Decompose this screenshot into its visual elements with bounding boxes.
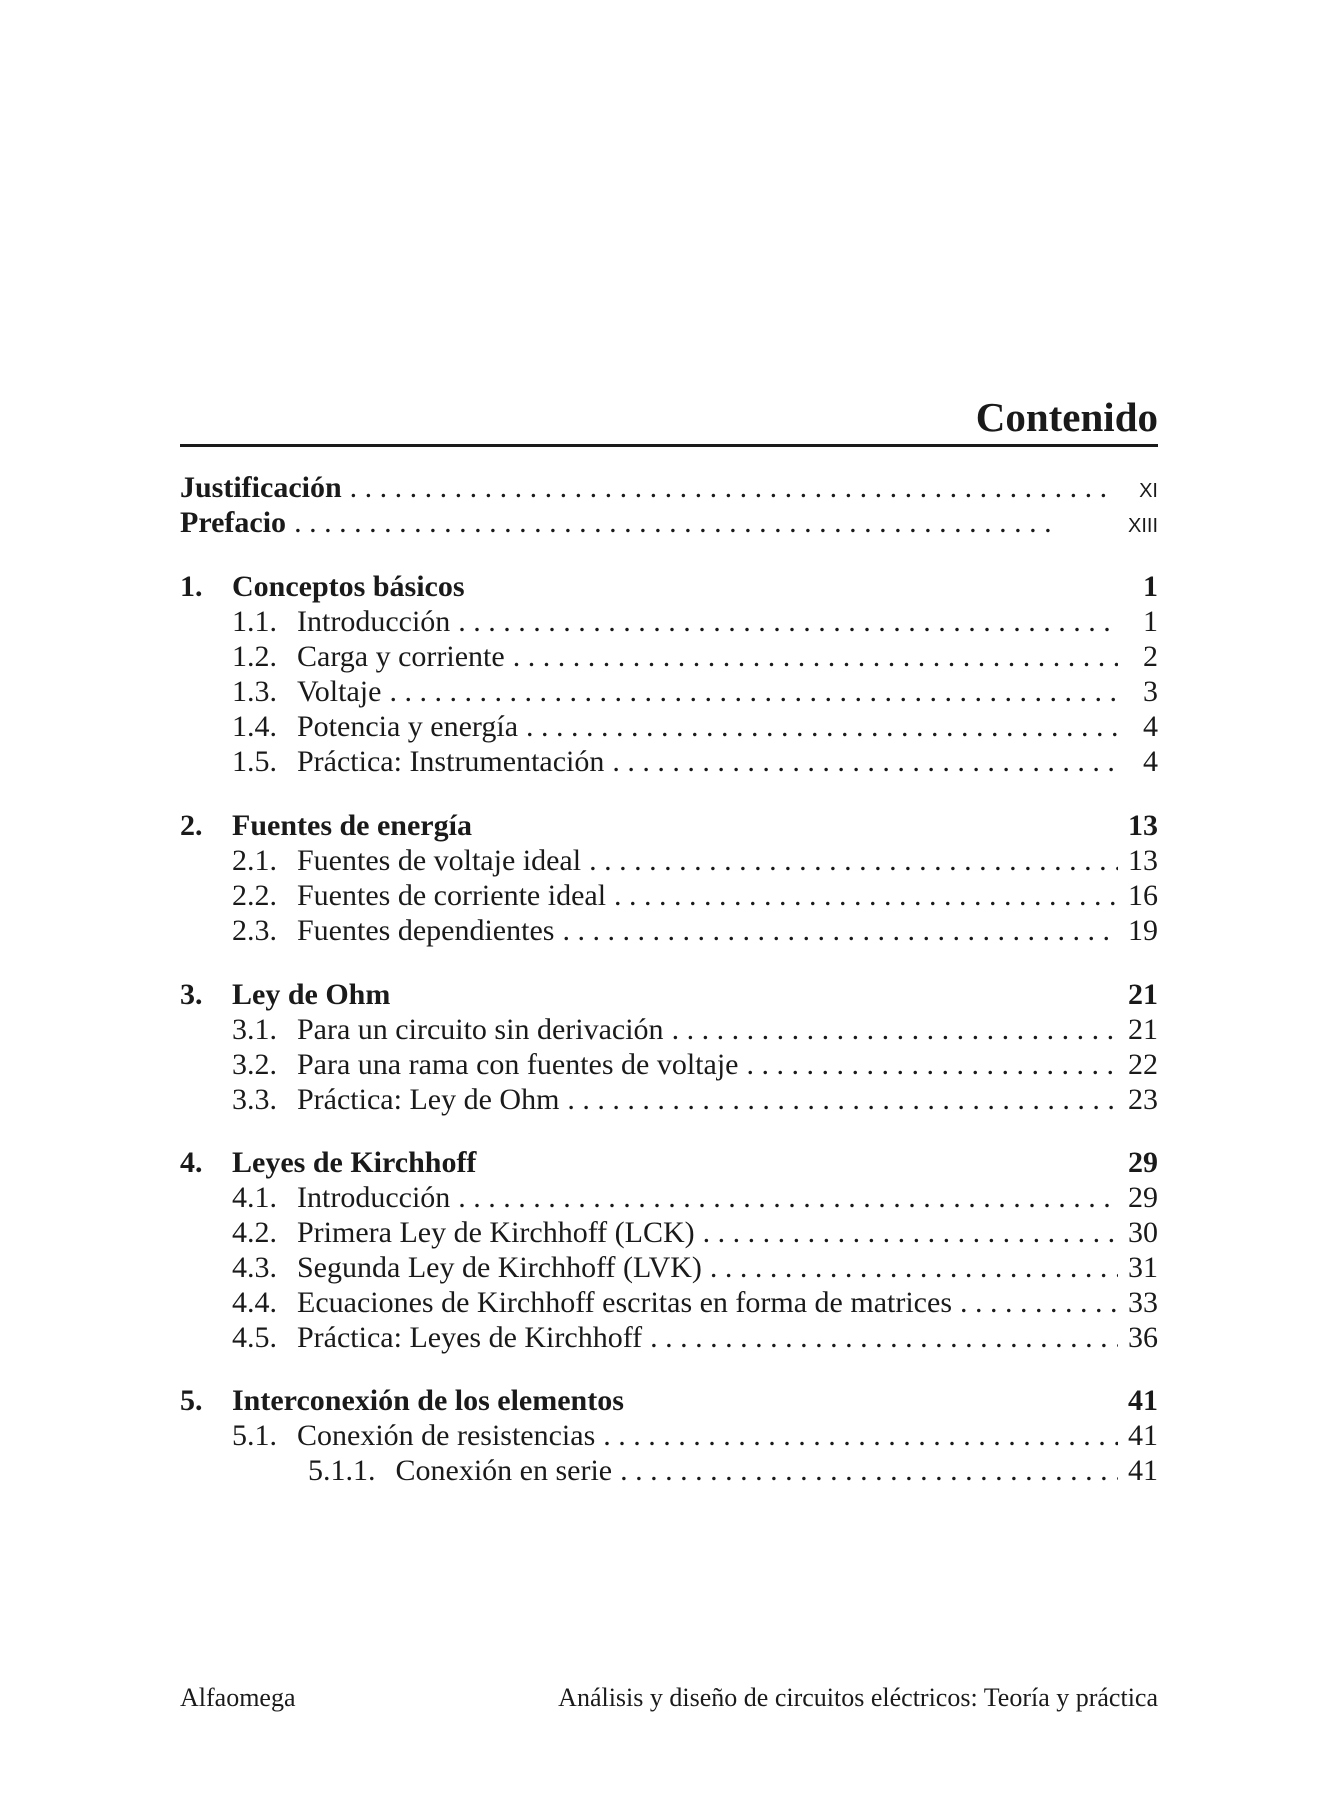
toc-entry-prefacio[interactable] bbox=[180, 503, 1158, 543]
section-page: 1 bbox=[1143, 605, 1158, 638]
section-page: 4 bbox=[1143, 745, 1158, 778]
footer-publisher: Alfaomega bbox=[180, 1683, 296, 1712]
chapter-title: Leyes de Kirchhoff bbox=[232, 1146, 477, 1179]
toc-section[interactable] bbox=[180, 707, 1158, 747]
section-number: 4.5. bbox=[232, 1321, 277, 1354]
chapter-title: Interconexión de los elementos bbox=[232, 1384, 624, 1417]
footer-book-title: Análisis y diseño de circuitos eléctricos: Teoría y práctica bbox=[558, 1683, 1158, 1712]
chapter-title: Ley de Ohm bbox=[232, 978, 391, 1011]
page-title: Contenido bbox=[975, 394, 1158, 440]
toc-section[interactable] bbox=[180, 841, 1158, 881]
dot-leader bbox=[554, 911, 1118, 951]
section-page: 3 bbox=[1143, 675, 1158, 708]
toc-section[interactable] bbox=[180, 1010, 1158, 1050]
dot-leader bbox=[450, 602, 1118, 642]
section-title: Ecuaciones de Kirchhoff escritas en forma de matrices bbox=[297, 1286, 952, 1319]
section-number: 4.2. bbox=[232, 1216, 277, 1249]
toc-chapter-5[interactable] bbox=[180, 1381, 1158, 1421]
dot-leader bbox=[342, 468, 1118, 508]
section-number: 2.3. bbox=[232, 914, 277, 947]
toc-section[interactable] bbox=[180, 1045, 1158, 1085]
section-page: 41 bbox=[1128, 1419, 1158, 1452]
toc-section[interactable] bbox=[180, 1248, 1158, 1288]
dot-leader bbox=[286, 503, 1118, 543]
dot-leader bbox=[606, 876, 1118, 916]
toc-entry-title: Justificación bbox=[180, 471, 342, 504]
toc-entry-justificacion[interactable] bbox=[180, 468, 1158, 508]
subsection-number: 5.1.1. bbox=[308, 1454, 376, 1487]
section-number: 2.2. bbox=[232, 879, 277, 912]
dot-leader bbox=[581, 841, 1118, 881]
toc-section[interactable] bbox=[180, 742, 1158, 782]
section-title: Práctica: Leyes de Kirchhoff bbox=[297, 1321, 643, 1354]
toc-entry-page: XI bbox=[1139, 480, 1158, 502]
section-title: Primera Ley de Kirchhoff (LCK) bbox=[297, 1216, 695, 1249]
section-title: Segunda Ley de Kirchhoff (LVK) bbox=[297, 1251, 702, 1284]
section-page: 33 bbox=[1128, 1286, 1158, 1319]
section-page: 13 bbox=[1128, 844, 1158, 877]
toc-section[interactable] bbox=[180, 1318, 1158, 1358]
dot-leader bbox=[381, 672, 1118, 712]
section-title: Introducción bbox=[297, 1181, 451, 1214]
chapter-number: 4. bbox=[180, 1146, 203, 1179]
section-number: 1.2. bbox=[232, 640, 277, 673]
chapter-number: 1. bbox=[180, 570, 203, 603]
chapter-page: 21 bbox=[1128, 978, 1158, 1011]
toc-section[interactable] bbox=[180, 602, 1158, 642]
toc-chapter-1[interactable] bbox=[180, 567, 1158, 607]
section-number: 5.1. bbox=[232, 1419, 277, 1452]
section-page: 2 bbox=[1143, 640, 1158, 673]
section-number: 1.3. bbox=[232, 675, 277, 708]
section-number: 1.4. bbox=[232, 710, 277, 743]
dot-leader bbox=[604, 742, 1118, 782]
section-page: 16 bbox=[1128, 879, 1158, 912]
dot-leader bbox=[738, 1045, 1118, 1085]
dot-leader bbox=[559, 1080, 1118, 1120]
section-page: 4 bbox=[1143, 710, 1158, 743]
toc-chapter-3[interactable] bbox=[180, 975, 1158, 1015]
dot-leader bbox=[952, 1283, 1118, 1323]
chapter-number: 2. bbox=[180, 809, 203, 842]
section-title: Para un circuito sin derivación bbox=[297, 1013, 664, 1046]
section-page: 31 bbox=[1128, 1251, 1158, 1284]
toc-chapter-2[interactable] bbox=[180, 806, 1158, 846]
chapter-title: Fuentes de energía bbox=[232, 809, 472, 842]
chapter-page: 1 bbox=[1143, 570, 1158, 603]
dot-leader bbox=[664, 1010, 1118, 1050]
section-page: 30 bbox=[1128, 1216, 1158, 1249]
section-page: 22 bbox=[1128, 1048, 1158, 1081]
dot-leader bbox=[595, 1416, 1118, 1456]
toc-section[interactable] bbox=[180, 1416, 1158, 1456]
section-title: Potencia y energía bbox=[297, 710, 519, 743]
page-footer bbox=[180, 1682, 1158, 1714]
section-title: Fuentes dependientes bbox=[297, 914, 555, 947]
section-title: Práctica: Ley de Ohm bbox=[297, 1083, 560, 1116]
section-title: Voltaje bbox=[297, 675, 382, 708]
section-title: Carga y corriente bbox=[297, 640, 505, 673]
chapter-page: 29 bbox=[1128, 1146, 1158, 1179]
section-page: 36 bbox=[1128, 1321, 1158, 1354]
dot-leader bbox=[695, 1213, 1118, 1253]
section-number: 3.2. bbox=[232, 1048, 277, 1081]
toc-section[interactable] bbox=[180, 1213, 1158, 1253]
subsection-title: Conexión en serie bbox=[395, 1454, 613, 1487]
chapter-number: 3. bbox=[180, 978, 203, 1011]
dot-leader bbox=[702, 1248, 1118, 1288]
section-number: 4.3. bbox=[232, 1251, 277, 1284]
section-number: 4.1. bbox=[232, 1181, 277, 1214]
toc-section[interactable] bbox=[180, 1178, 1158, 1218]
chapter-page: 41 bbox=[1128, 1384, 1158, 1417]
chapter-page: 13 bbox=[1128, 809, 1158, 842]
section-title: Fuentes de voltaje ideal bbox=[297, 844, 582, 877]
subsection-page: 41 bbox=[1128, 1454, 1158, 1487]
section-title: Conexión de resistencias bbox=[297, 1419, 596, 1452]
chapter-title: Conceptos básicos bbox=[232, 570, 465, 603]
dot-leader bbox=[642, 1318, 1118, 1358]
section-number: 2.1. bbox=[232, 844, 277, 877]
dot-leader bbox=[612, 1451, 1118, 1491]
toc-section[interactable] bbox=[180, 911, 1158, 951]
section-title: Para una rama con fuentes de voltaje bbox=[297, 1048, 739, 1081]
section-number: 3.3. bbox=[232, 1083, 277, 1116]
section-page: 19 bbox=[1128, 914, 1158, 947]
toc-section[interactable] bbox=[180, 876, 1158, 916]
toc-section[interactable] bbox=[180, 1283, 1158, 1323]
toc-section[interactable] bbox=[180, 672, 1158, 712]
section-number: 4.4. bbox=[232, 1286, 277, 1319]
toc-subsection[interactable] bbox=[180, 1451, 1158, 1491]
section-number: 3.1. bbox=[232, 1013, 277, 1046]
toc-entry-title: Prefacio bbox=[180, 506, 287, 539]
section-page: 23 bbox=[1128, 1083, 1158, 1116]
dot-leader bbox=[505, 637, 1118, 677]
toc-entry-page: XIII bbox=[1127, 515, 1158, 537]
section-page: 29 bbox=[1128, 1181, 1158, 1214]
dot-leader bbox=[450, 1178, 1118, 1218]
toc-section[interactable] bbox=[180, 1080, 1158, 1120]
section-number: 1.5. bbox=[232, 745, 277, 778]
toc-section[interactable] bbox=[180, 637, 1158, 677]
dot-leader bbox=[518, 707, 1118, 747]
section-number: 1.1. bbox=[232, 605, 277, 638]
chapter-number: 5. bbox=[180, 1384, 203, 1417]
section-title: Fuentes de corriente ideal bbox=[297, 879, 607, 912]
title-rule bbox=[180, 444, 1158, 447]
section-page: 21 bbox=[1128, 1013, 1158, 1046]
section-title: Práctica: Instrumentación bbox=[297, 745, 605, 778]
toc-chapter-4[interactable] bbox=[180, 1143, 1158, 1183]
section-title: Introducción bbox=[297, 605, 451, 638]
